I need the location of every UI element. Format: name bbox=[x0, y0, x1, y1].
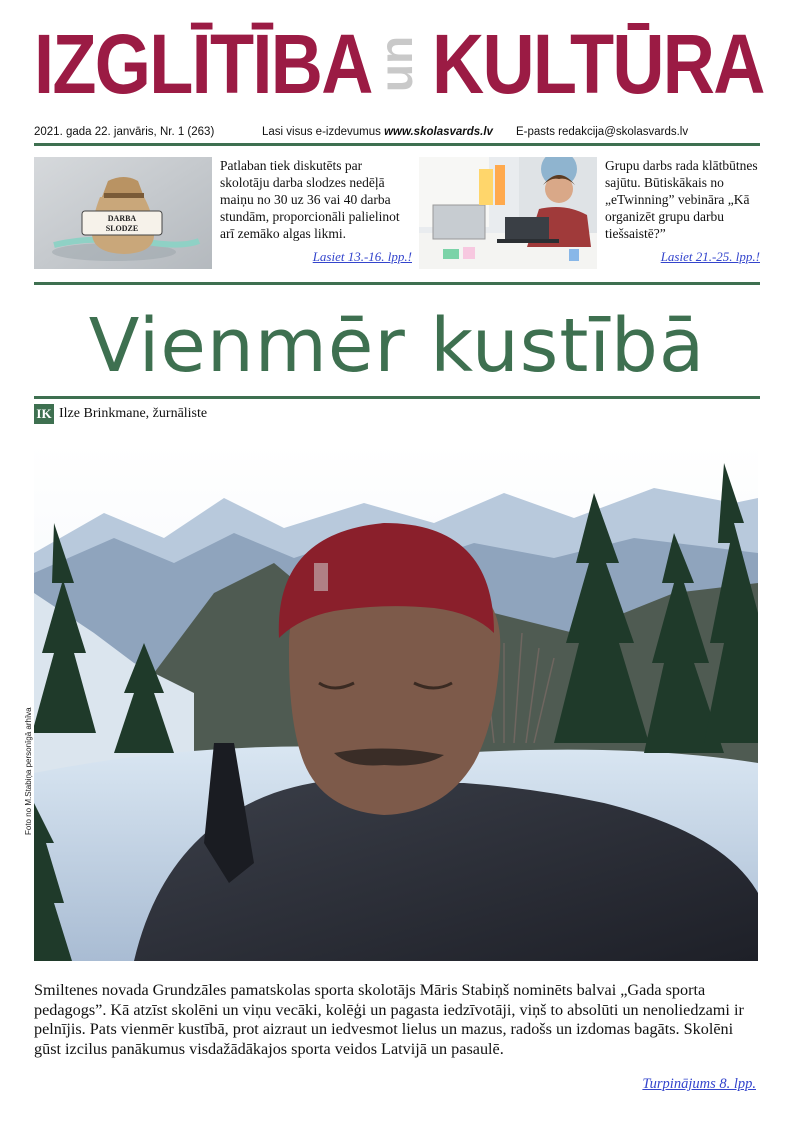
byline bbox=[34, 404, 207, 424]
headline-divider bbox=[34, 396, 760, 399]
lead-paragraph: Smiltenes novada Grundzāles pamatskolas sporta skolotājs Māris Stabiņš nominēts balvai „Gada sporta pedagogs”. Kā atzīst skolēni un viņu vecāki, kolēģi un pagasta iedzīvotāji, viņš to absolūti un nenoliedzami ir pelnījis. Pats vienmēr kustībā, prot aizraut un iedvesmot lielus un mazus, radošs un izdomas bagāts. Skolēni gūst izcilus panākumus visdažādākajos sporta veidos Latvijā un pasaulē. bbox=[34, 981, 744, 1058]
masthead-title-left: IZGLĪTĪBA bbox=[34, 17, 372, 111]
main-photo[interactable] bbox=[34, 443, 758, 961]
author-name: Ilze Brinkmane, žurnāliste bbox=[59, 406, 208, 421]
top-divider bbox=[34, 143, 760, 146]
read-all-prefix: Lasi visus e-izdevumus bbox=[262, 126, 385, 138]
image-label-1: DARBA bbox=[107, 214, 137, 223]
teaser-image-group-work[interactable] bbox=[419, 157, 597, 269]
teaser-text-workload: Patlaban tiek diskutēts par skolotāju darba slodzes nedēļā maiņu no 30 uz 36 vai 40 darba stundām, proporcionāli palielinot arī zemāko algas likmi. bbox=[220, 158, 400, 241]
teaser-image-workload[interactable] bbox=[34, 157, 212, 269]
read-all-text bbox=[262, 126, 493, 138]
photo-credit: Foto no M.Stabiņa personīgā arhīva bbox=[24, 707, 33, 835]
section-badge: IK bbox=[34, 404, 54, 424]
website-link[interactable]: www.skolasvards.lv bbox=[384, 126, 493, 138]
teaser-link-group-work[interactable]: Lasiet 21.-25. lpp.! bbox=[660, 249, 760, 264]
issue-date: 2021. gada 22. janvāris, Nr. 1 (263) bbox=[34, 126, 215, 138]
image-label-2: SLODZE bbox=[105, 224, 139, 233]
continue-link[interactable]: Turpinājums 8. lpp. bbox=[642, 1076, 756, 1092]
teaser-text-group-work: Grupu darbs rada klātbūtnes sajūtu. Būtiskākais no „eTwinning” vebināra „Kā organizēt grupu darbu tiešsaistē?” bbox=[605, 158, 758, 241]
issue-info-bar bbox=[34, 126, 760, 142]
masthead-title-middle: un bbox=[370, 35, 422, 93]
teaser-divider bbox=[34, 282, 760, 285]
masthead bbox=[34, 17, 764, 111]
masthead-title-right: KULTŪRA bbox=[432, 17, 764, 111]
teaser-link-workload[interactable]: Lasiet 13.-16. lpp.! bbox=[312, 249, 412, 264]
page-headline: Vienmēr kustībā bbox=[88, 303, 706, 389]
email-text[interactable]: E-pasts redakcija@skolasvards.lv bbox=[516, 126, 689, 138]
